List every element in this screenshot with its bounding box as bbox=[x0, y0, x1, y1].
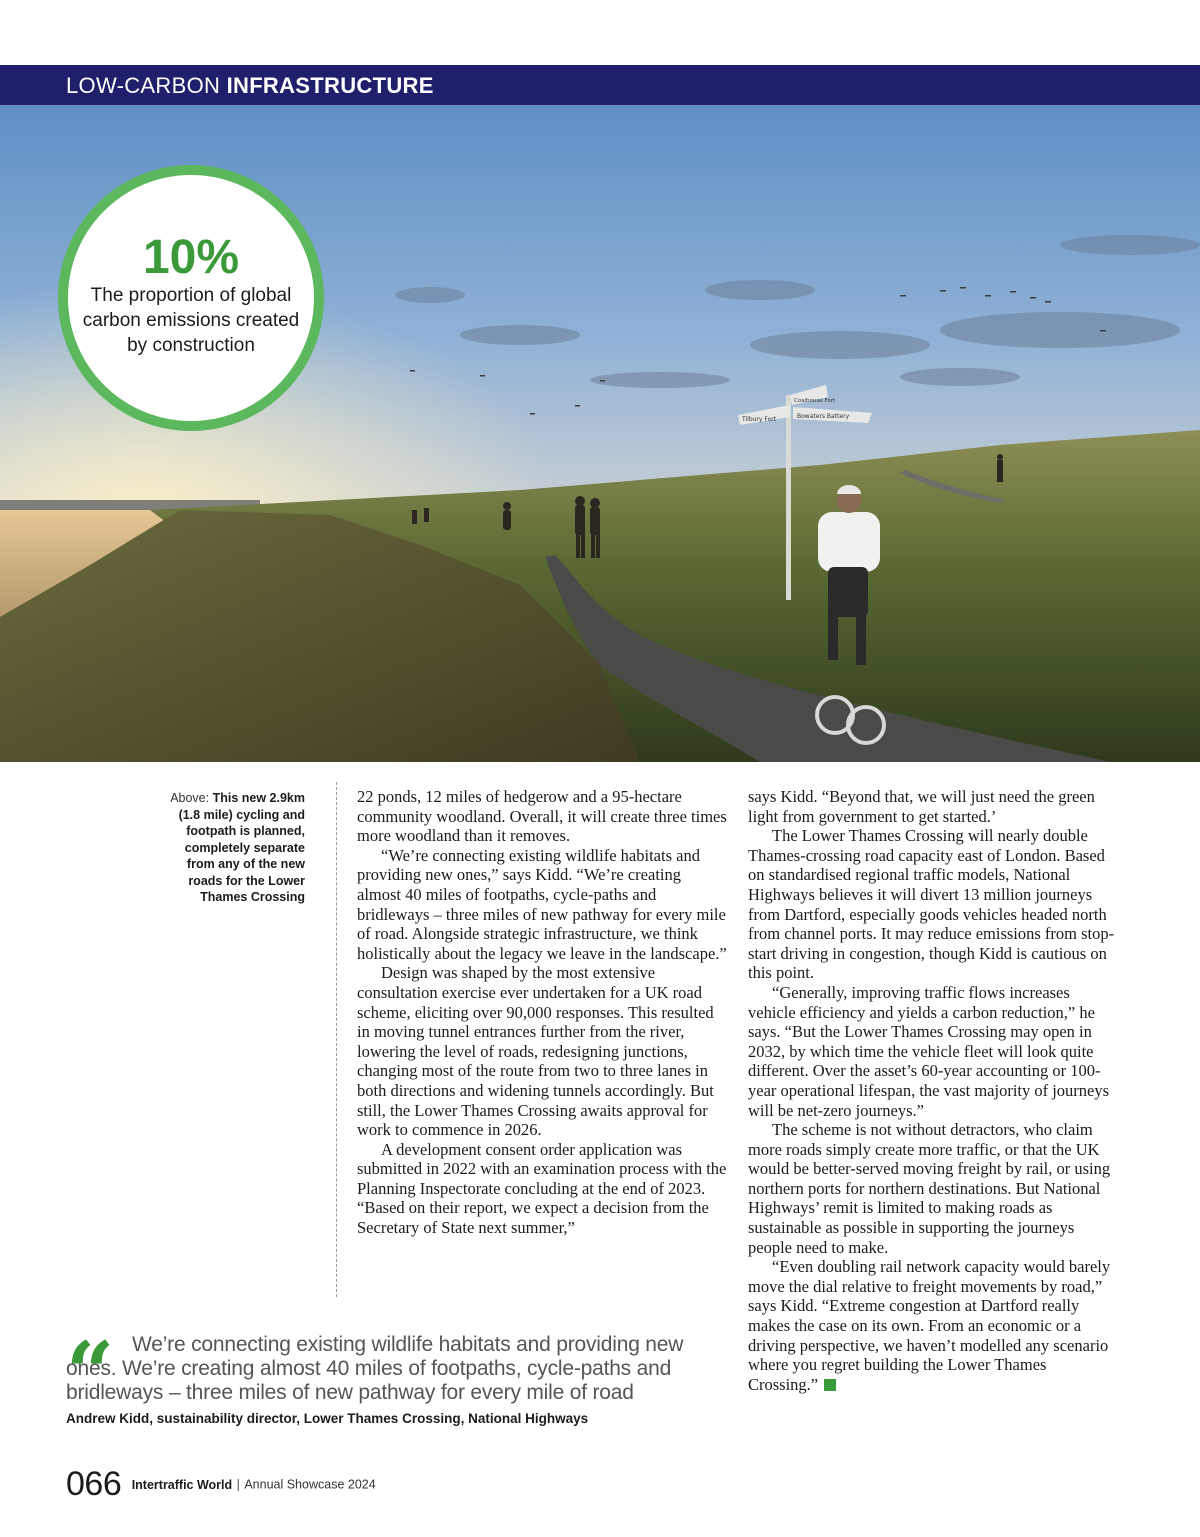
stat-description: The proportion of global carbon emissions created by construction bbox=[82, 285, 300, 356]
issue-name: Annual Showcase 2024 bbox=[244, 1477, 376, 1492]
publication-name: Intertraffic World bbox=[131, 1477, 233, 1492]
pull-quote-attribution: Andrew Kidd, sustainability director, Lower Thames Crossing, National Highways bbox=[66, 1411, 589, 1426]
article-column-1 bbox=[357, 787, 727, 1238]
section-title bbox=[66, 65, 434, 105]
section-title-bold: INFRASTRUCTURE bbox=[226, 73, 434, 98]
photo-caption bbox=[170, 790, 305, 906]
sign-right-label: Bowaters Battery bbox=[797, 413, 850, 420]
stat-value: 10% bbox=[142, 231, 240, 284]
paragraph: A development consent order application was submitted in 2022 with an examination process with the Planning Inspectorate concluding at the end of 2023. “Based on their report, we expect a decision from the Secretary of State next summer,” bbox=[357, 1139, 727, 1238]
caption-body: This new 2.9km (1.8 mile) cycling and footpath is planned, completely separate from any of the new roads for the Lower Thames Crossing bbox=[178, 791, 305, 904]
paragraph: “Generally, improving traffic flows increases vehicle efficiency and yields a carbon reduction,” he says. “But the Lower Thames Crossing may open in 2032, by which time the vehicle fleet will look quite different. Over the asset’s 60-year accounting or 100-year operational lifespan, the vast majority of journeys will be net-zero journeys.” bbox=[748, 982, 1110, 1120]
column-divider bbox=[336, 782, 337, 1297]
paragraph: Design was shaped by the most extensive consultation exercise ever undertaken for a UK road scheme, eliciting over 90,000 responses. This resulted in moving tunnel entrances further from the river, lowering the level of roads, redesigning junctions, changing most of the route from two to three lanes in both directions and widening tunnels accordingly. But still, the Lower Thames Crossing awaits approval for work to commence in 2026. bbox=[357, 963, 714, 1140]
end-mark-square bbox=[824, 1379, 836, 1391]
page-number: 066 bbox=[66, 1465, 122, 1503]
paragraph: The Lower Thames Crossing will nearly double Thames-crossing road capacity east of London. Based on standardised regional traffic models, National Highways believes it will divert 13 million journeys from Dartford, especially goods vehicles headed north from channel ports. It may reduce emissions from stop-start driving in congestion, though Kidd is cautious on this point. bbox=[748, 826, 1115, 983]
page-footer bbox=[66, 1465, 376, 1504]
paragraph: The scheme is not without detractors, who claim more roads simply create more traffic, or that the UK would be better-served moving freight by rail, or using northern ports for northern destinations. But National Highways’ remit is limited to making roads as sustainable as possible in supporting the journeys people need to make. bbox=[748, 1120, 1111, 1257]
paragraph: says Kidd. “Beyond that, we will just need the green light from government to get started.’ bbox=[748, 787, 1095, 826]
paragraph: 22 ponds, 12 miles of hedgerow and a 95-hectare community woodland. Overall, it will create three times more woodland than it removes. bbox=[357, 787, 727, 846]
stat-callout-circle bbox=[58, 165, 324, 431]
quote-mark-icon: “ bbox=[66, 1323, 115, 1422]
section-header-band bbox=[0, 65, 1200, 105]
sign-left-label: Tilbury Fort bbox=[742, 416, 777, 423]
caption-label: Above: bbox=[170, 791, 210, 805]
paragraph: “We’re connecting existing wildlife habitats and providing new ones,” says Kidd. “We’re creating almost 40 miles of footpaths, cycle-paths and bridleways – three miles of new pathway for every mile of road. Alongside strategic infrastructure, we think holistically about the legacy we leave in the landscape.” bbox=[357, 845, 727, 963]
footer-separator: | bbox=[236, 1477, 240, 1492]
paragraph-final-text: “Even doubling rail network capacity would barely move the dial relative to freight movements by road,” says Kidd. “Extreme congestion at Dartford really makes the case on its own. From an economic or a driving perspective, we haven’t modelled any scenario where you regret building the Lower Thames Crossing.” bbox=[748, 1257, 1111, 1394]
pull-quote bbox=[66, 1323, 706, 1426]
pull-quote-text: We’re connecting existing wildlife habitats and providing new ones. We’re creating almost 40 miles of footpaths, cycle-paths and bridleways – three miles of new pathway for every mile of road bbox=[66, 1333, 684, 1404]
sign-top-label: Coalhouse Fort bbox=[794, 398, 836, 404]
article-column-2 bbox=[748, 787, 1118, 1394]
section-title-light: LOW-CARBON bbox=[66, 73, 221, 98]
paragraph-final bbox=[748, 1257, 1118, 1394]
